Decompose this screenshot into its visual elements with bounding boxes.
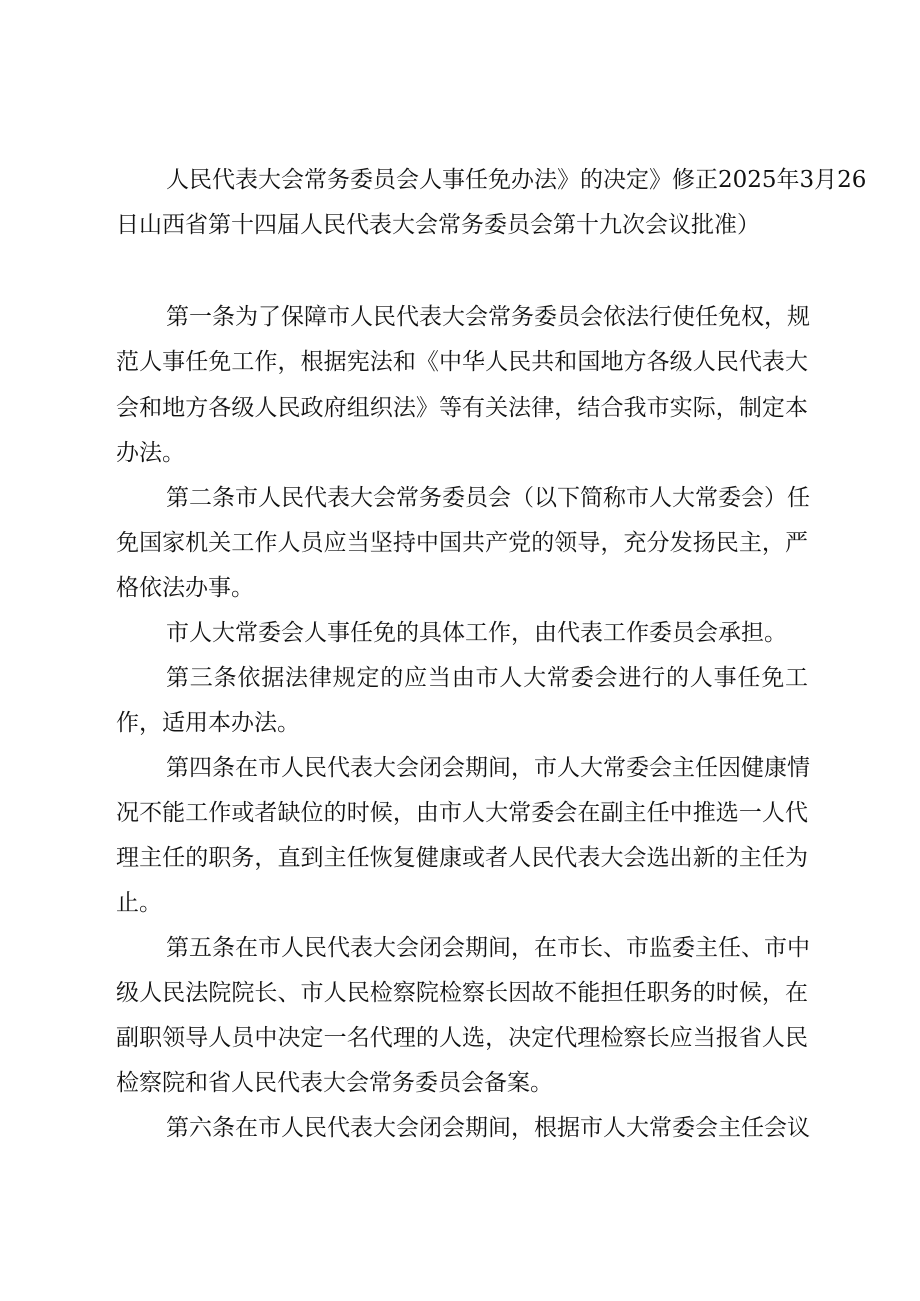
article-2-line-2: 免国家机关工作人员应当坚持中国共产党的领导，充分发扬民主，严 xyxy=(116,530,808,556)
article-2-line-1: 第二条市人民代表大会常务委员会（以下简称市人大常委会）任 xyxy=(166,485,810,511)
header-line-2: 日山西省第十四届人民代表大会常务委员会第十九次会议批准） xyxy=(116,212,760,238)
article-2-line-3: 格依法办事。 xyxy=(116,575,254,601)
article-1-line-3: 会和地方各级人民政府组织法》等有关法律，结合我市实际，制定本 xyxy=(116,395,808,421)
article-6-line-1: 第六条在市人民代表大会闭会期间，根据市人大常委会主任会议 xyxy=(166,1115,810,1141)
article-5-line-4: 检察院和省人民代表大会常务委员会备案。 xyxy=(116,1070,553,1096)
article-5-line-1: 第五条在市人民代表大会闭会期间，在市长、市监委主任、市中 xyxy=(166,935,810,961)
article-2-para-2: 市人大常委会人事任免的具体工作，由代表工作委员会承担。 xyxy=(166,620,787,646)
article-5-line-2: 级人民法院院长、市人民检察院检察长因故不能担任职务的时候，在 xyxy=(116,980,808,1006)
article-4-line-2: 况不能工作或者缺位的时候，由市人大常委会在副主任中推选一人代 xyxy=(116,800,808,826)
article-3-line-2: 作，适用本办法。 xyxy=(116,710,300,736)
article-5-line-3: 副职领导人员中决定一名代理的人选，决定代理检察长应当报省人民 xyxy=(116,1025,808,1051)
article-1-line-1: 第一条为了保障市人民代表大会常务委员会依法行使任免权，规 xyxy=(166,304,810,330)
article-3-line-1: 第三条依据法律规定的应当由市人大常委会进行的人事任免工 xyxy=(166,665,808,691)
article-1-line-2: 范人事任免工作，根据宪法和《中华人民共和国地方各级人民代表大 xyxy=(116,349,808,375)
article-4-line-1: 第四条在市人民代表大会闭会期间，市人大常委会主任因健康情 xyxy=(166,755,810,781)
article-1-line-4: 办法。 xyxy=(116,440,185,466)
article-4-line-3: 理主任的职务，直到主任恢复健康或者人民代表大会选出新的主任为 xyxy=(116,845,808,871)
article-4-line-4: 止。 xyxy=(116,890,162,916)
header-line-1: 人民代表大会常务委员会人事任免办法》的决定》修正2025年3月26 xyxy=(166,167,867,193)
